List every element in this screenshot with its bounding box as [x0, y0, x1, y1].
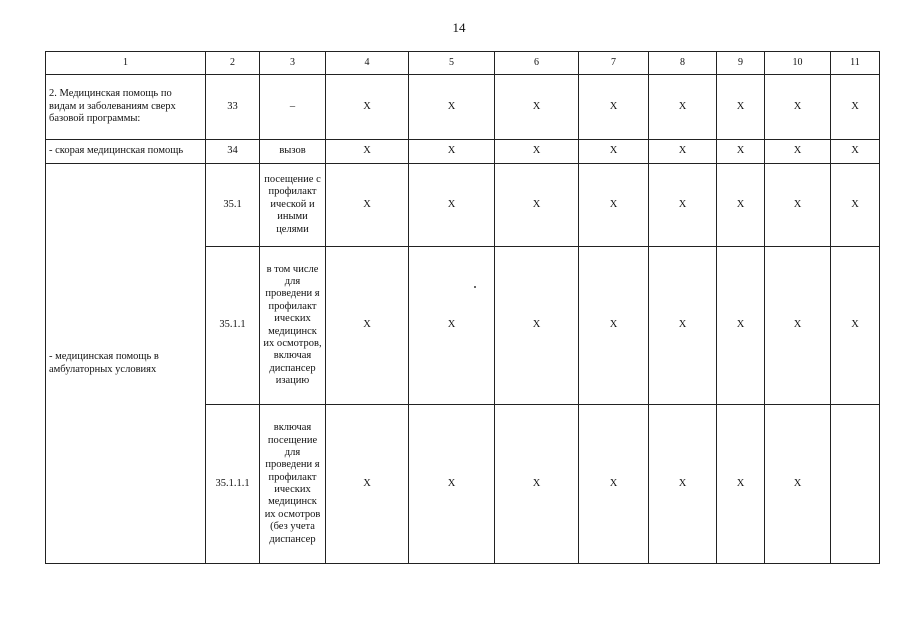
value-cell: X [649, 405, 717, 564]
value-cell: X [649, 140, 717, 164]
value-cell [831, 405, 880, 564]
value-cell: X [495, 405, 579, 564]
row-description: - скорая медицинская помощь [46, 140, 206, 164]
header-cell: 5 [409, 52, 495, 75]
header-cell: 8 [649, 52, 717, 75]
header-cell: 9 [717, 52, 765, 75]
row-number: 35.1 [206, 164, 260, 247]
unit-cell [260, 247, 326, 405]
value-cell: X [579, 75, 649, 140]
value-cell: X [765, 405, 831, 564]
value-cell: X [765, 140, 831, 164]
header-cell: 6 [495, 52, 579, 75]
value-cell: X [579, 164, 649, 247]
header-cell: 3 [260, 52, 326, 75]
value-cell: X [495, 247, 579, 405]
value-cell: X [326, 405, 409, 564]
row-number: 35.1.1.1 [206, 405, 260, 564]
value-cell: X [649, 247, 717, 405]
unit-cell: – [260, 75, 326, 140]
unit-cell: вызов [260, 140, 326, 164]
row-number: 34 [206, 140, 260, 164]
value-cell: X [409, 140, 495, 164]
value-cell: X [495, 75, 579, 140]
unit-text: в том числе для проведени я профилакт ических медицинск их осмотров, включая диспансер изацию [263, 263, 322, 386]
scan-speck [474, 286, 476, 288]
value-cell: X [579, 247, 649, 405]
value-cell: X [326, 164, 409, 247]
value-cell: X [326, 247, 409, 405]
header-cell: 7 [579, 52, 649, 75]
budget-table [45, 51, 880, 564]
unit-text: посещение с профилакт ической и иными целями [264, 174, 321, 235]
value-cell: X [409, 405, 495, 564]
value-cell: X [717, 75, 765, 140]
table-row [46, 140, 880, 164]
unit-cell [260, 405, 326, 564]
value-cell: X [717, 405, 765, 564]
value-cell: X [831, 75, 880, 140]
table-row [46, 164, 880, 247]
value-cell: X [831, 247, 880, 405]
value-cell: X [831, 164, 880, 247]
table-row [46, 75, 880, 140]
header-cell: 10 [765, 52, 831, 75]
value-cell: X [765, 247, 831, 405]
value-cell: X [765, 75, 831, 140]
row-description: - медицинская помощь в амбулаторных условиях [46, 164, 206, 564]
unit-cell [260, 164, 326, 247]
value-cell: X [717, 140, 765, 164]
value-cell: X [765, 164, 831, 247]
header-row [46, 52, 880, 75]
header-cell: 11 [831, 52, 880, 75]
value-cell: X [495, 140, 579, 164]
value-cell: X [579, 405, 649, 564]
value-cell: X [717, 247, 765, 405]
value-cell: X [409, 247, 495, 405]
value-cell: X [649, 164, 717, 247]
header-cell: 1 [46, 52, 206, 75]
unit-text: включая посещение для проведени я профилакт ических медицинск их осмотров (без учета диспансер [264, 422, 321, 545]
value-cell: X [495, 164, 579, 247]
row-number: 33 [206, 75, 260, 140]
value-cell: X [409, 75, 495, 140]
value-cell: X [326, 75, 409, 140]
value-cell: X [717, 164, 765, 247]
value-cell: X [409, 164, 495, 247]
value-cell: X [326, 140, 409, 164]
header-cell: 4 [326, 52, 409, 75]
value-cell: X [831, 140, 880, 164]
value-cell: X [649, 75, 717, 140]
row-description: 2. Медицинская помощь по видам и заболеваниям сверх базовой программы: [46, 75, 206, 140]
row-number: 35.1.1 [206, 247, 260, 405]
value-cell: X [579, 140, 649, 164]
header-cell: 2 [206, 52, 260, 75]
page-number: 14 [452, 20, 466, 35]
